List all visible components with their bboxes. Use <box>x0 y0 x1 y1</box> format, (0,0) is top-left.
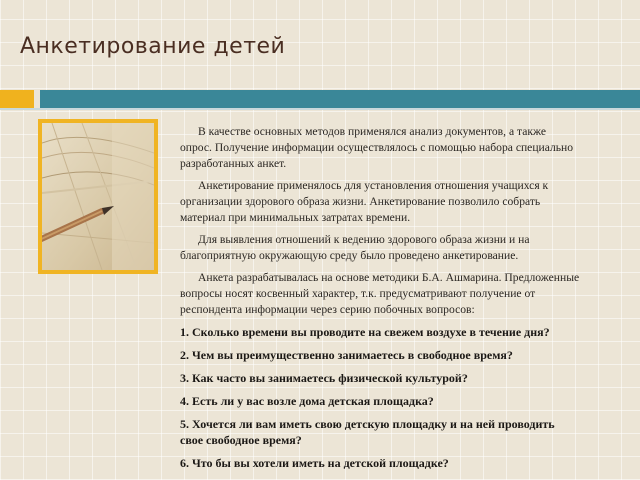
band-divider <box>0 108 640 110</box>
question-item: 1. Сколько времени вы проводите на свежем воздухе в течение дня? <box>180 325 550 339</box>
question-item: 2. Чем вы преимущественно занимаетесь в свободное время? <box>180 348 513 362</box>
paragraph-methodology: Анкета разрабатывалась на основе методики Б.А. Ашмарина. Предложенные вопросы носят косвенный характер, т.к. предусматривают получение от респондента информации через серию побочных вопросов: <box>180 271 580 316</box>
question-item: 4. Есть ли у вас возле дома детская площадка? <box>180 394 434 408</box>
question-item: 6. Что бы вы хотели иметь на детской площадке? <box>180 456 449 470</box>
question-item: 5. Хочется ли вам иметь свою детскую площадку и на ней проводить свое свободное время? <box>180 417 555 447</box>
pencil-paper-illustration <box>42 123 154 270</box>
slide-title: Анкетирование детей <box>20 34 286 59</box>
slide-body <box>180 124 580 478</box>
pencil-on-paper-photo <box>38 119 158 274</box>
paragraph-survey-conducted: Для выявления отношений к ведению здорового образа жизни и на благоприятную окружающую среду было проведено анкетирование. <box>180 233 530 262</box>
question-item: 3. Как часто вы занимаетесь физической культурой? <box>180 371 468 385</box>
accent-band-orange <box>0 90 34 108</box>
paragraph-survey-purpose: Анкетирование применялось для установления отношения учащихся к организации здорового образа жизни. Анкетирование позволило собрать материал при минимальных затратах времени. <box>180 179 549 224</box>
paragraph-methods: В качестве основных методов применялся анализ документов, а также опрос. Получение информации осуществлялось с помощью набора специально разработанных анкет. <box>180 125 574 170</box>
accent-band-teal <box>40 90 640 108</box>
